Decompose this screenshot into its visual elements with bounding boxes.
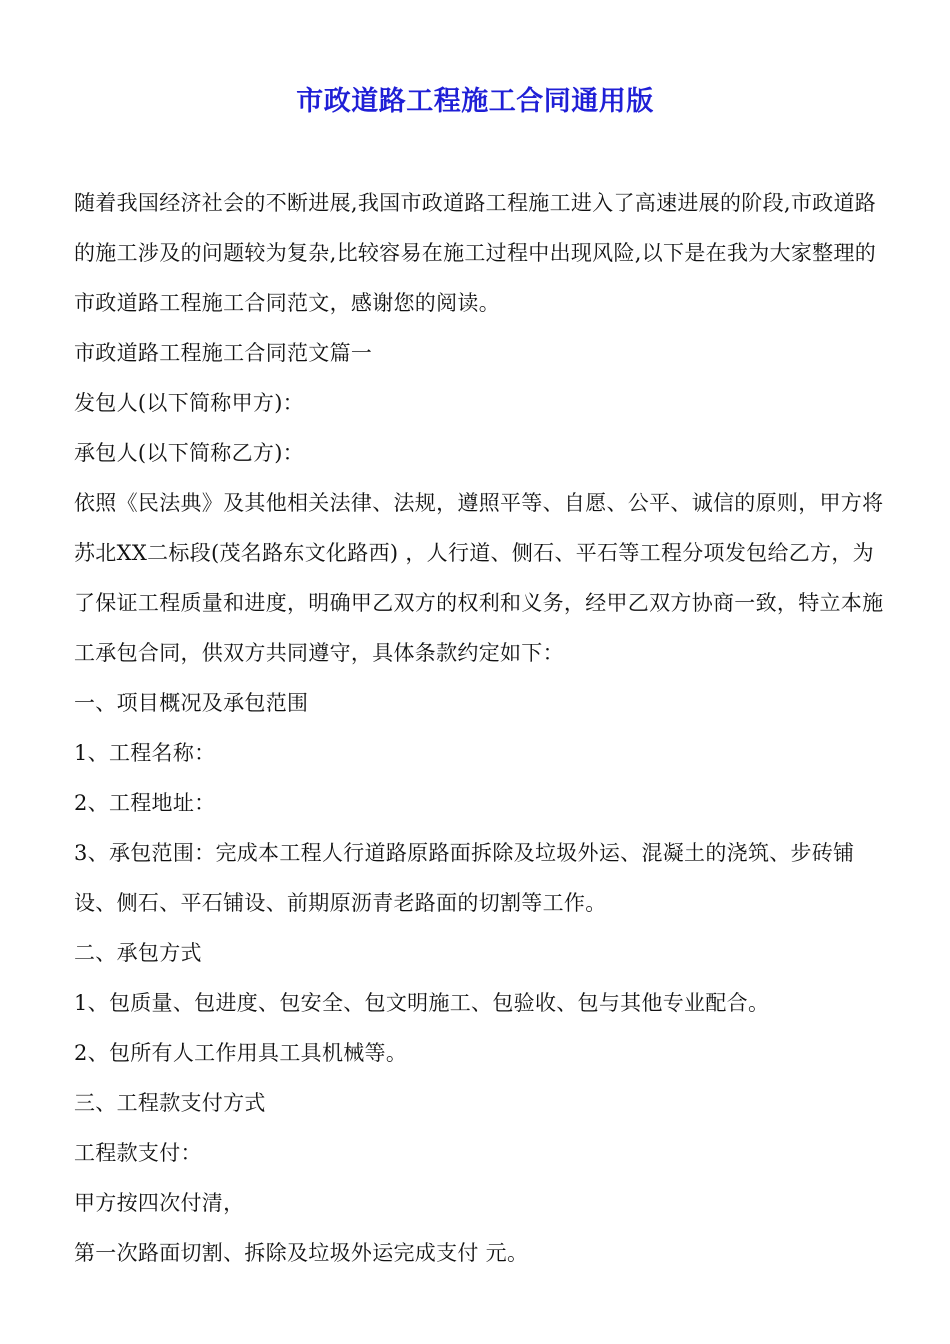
document-title: 市政道路工程施工合同通用版 bbox=[296, 86, 654, 117]
intro-paragraph: 随着我国经济社会的不断进展,我国市政道路工程施工进入了高速进展的阶段,市政道路的施工涉及的问题较为复杂,比较容易在施工过程中出现风险,以下是在我为大家整理的市政道路工程施工合同范文，感谢您的阅读。 bbox=[74, 191, 877, 315]
clause-item: 工程款支付： bbox=[74, 1141, 202, 1165]
clause-item: 3、承包范围：完成本工程人行道路原路面拆除及垃圾外运、混凝土的浇筑、步砖铺设、侧石、平石铺设、前期原沥青老路面的切割等工作。 bbox=[74, 841, 855, 915]
party-a-line: 发包人(以下简称甲方)： bbox=[74, 391, 304, 415]
contract-preamble: 依照《民法典》及其他相关法律、法规，遵照平等、自愿、公平、诚信的原则，甲方将苏北XX二标段(茂名路东文化路西) ，人行道、侧石、平石等工程分项发包给乙方，为了保证工程质量和进度，明确甲乙双方的权利和义务，经甲乙双方协商一致，特立本施工承包合同，供双方共同遵守，具体条款约定如下： bbox=[74, 491, 884, 665]
section-heading-sample-one: 市政道路工程施工合同范文篇一 bbox=[74, 341, 373, 365]
clause-heading-3: 三、工程款支付方式 bbox=[74, 1091, 266, 1115]
clause-item: 2、工程地址： bbox=[74, 791, 216, 815]
party-b-line: 承包人(以下简称乙方)： bbox=[74, 441, 304, 465]
clause-item: 2、包所有人工作用具工具机械等。 bbox=[74, 1041, 408, 1065]
clause-item: 1、工程名称： bbox=[74, 741, 216, 765]
document-body bbox=[74, 178, 884, 1278]
clause-item: 第一次路面切割、拆除及垃圾外运完成支付 元。 bbox=[74, 1241, 529, 1265]
clause-item: 甲方按四次付清， bbox=[74, 1191, 245, 1215]
clause-heading-2: 二、承包方式 bbox=[74, 941, 202, 965]
clause-item: 1、包质量、包进度、包安全、包文明施工、包验收、包与其他专业配合。 bbox=[74, 991, 770, 1015]
clause-heading-1: 一、项目概况及承包范围 bbox=[74, 691, 309, 715]
